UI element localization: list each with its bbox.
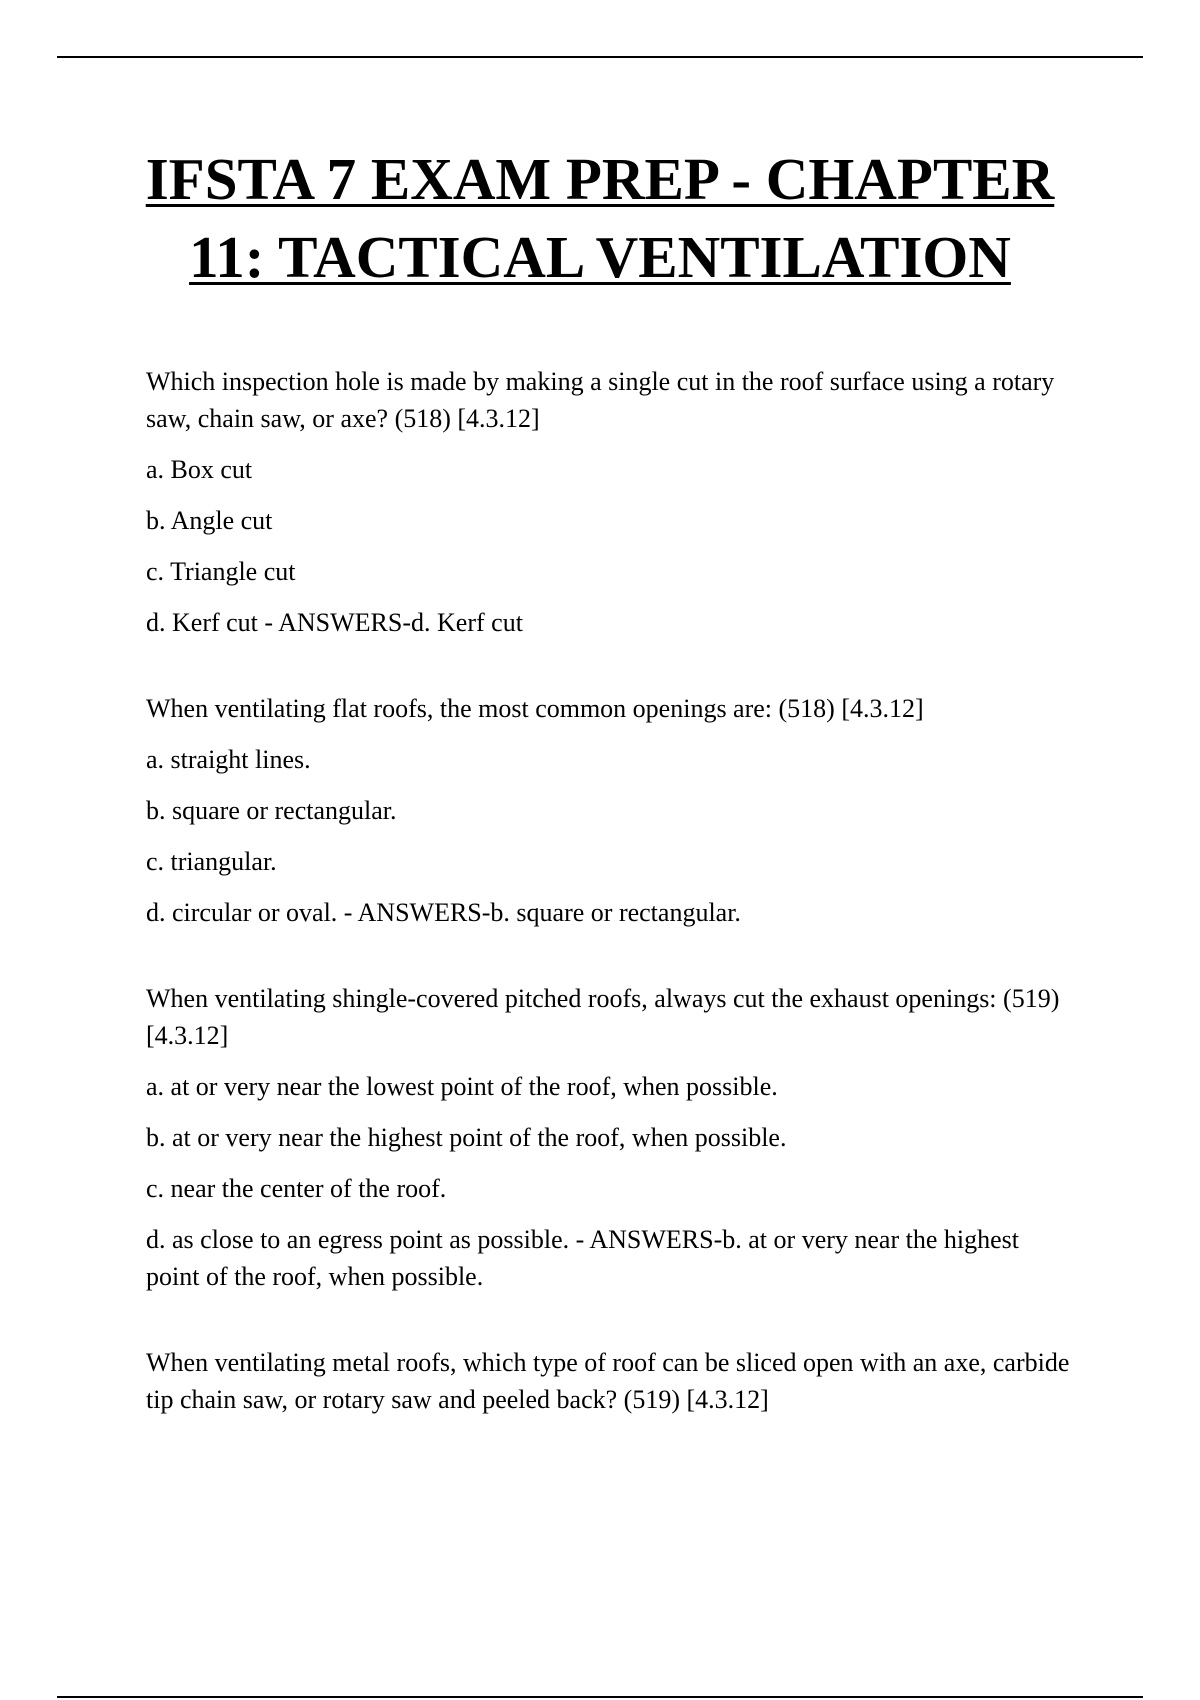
answer-option: b. at or very near the highest point of the roof, when possible.	[146, 1123, 787, 1152]
question-list	[146, 363, 1076, 1467]
answer-option: c. triangular.	[146, 847, 277, 876]
top-divider	[57, 56, 1143, 58]
answer-option: a. at or very near the lowest point of the roof, when possible.	[146, 1072, 778, 1101]
question-block-2	[146, 690, 1076, 931]
bottom-divider	[57, 1696, 1143, 1698]
question-block-3	[146, 980, 1076, 1295]
question-block-1	[146, 363, 1076, 641]
question-text: When ventilating shingle-covered pitched roofs, always cut the exhaust openings: (519) [4.3.12]	[146, 984, 1060, 1050]
question-text: Which inspection hole is made by making a single cut in the roof surface using a rotary saw, chain saw, or axe? (518) [4.3.12]	[146, 367, 1055, 433]
answer-option: c. Triangle cut	[146, 557, 296, 586]
answer-option-with-key: d. Kerf cut - ANSWERS-d. Kerf cut	[146, 608, 523, 637]
page-title: IFSTA 7 EXAM PREP - CHAPTER 11: TACTICAL VENTILATION	[145, 146, 1055, 290]
answer-option: a. straight lines.	[146, 745, 311, 774]
question-text: When ventilating metal roofs, which type of roof can be sliced open with an axe, carbide tip chain saw, or rotary saw and peeled back? (519) [4.3.12]	[146, 1348, 1070, 1414]
answer-option: b. Angle cut	[146, 506, 273, 535]
question-block-4	[146, 1344, 1076, 1418]
question-text: When ventilating flat roofs, the most common openings are: (518) [4.3.12]	[146, 694, 924, 723]
answer-option: a. Box cut	[146, 455, 253, 484]
answer-option-with-key: d. circular or oval. - ANSWERS-b. square or rectangular.	[146, 898, 741, 927]
answer-option-with-key: d. as close to an egress point as possible. - ANSWERS-b. at or very near the highest point of the roof, when possible.	[146, 1225, 1019, 1291]
answer-option: c. near the center of the roof.	[146, 1174, 447, 1203]
answer-option: b. square or rectangular.	[146, 796, 397, 825]
